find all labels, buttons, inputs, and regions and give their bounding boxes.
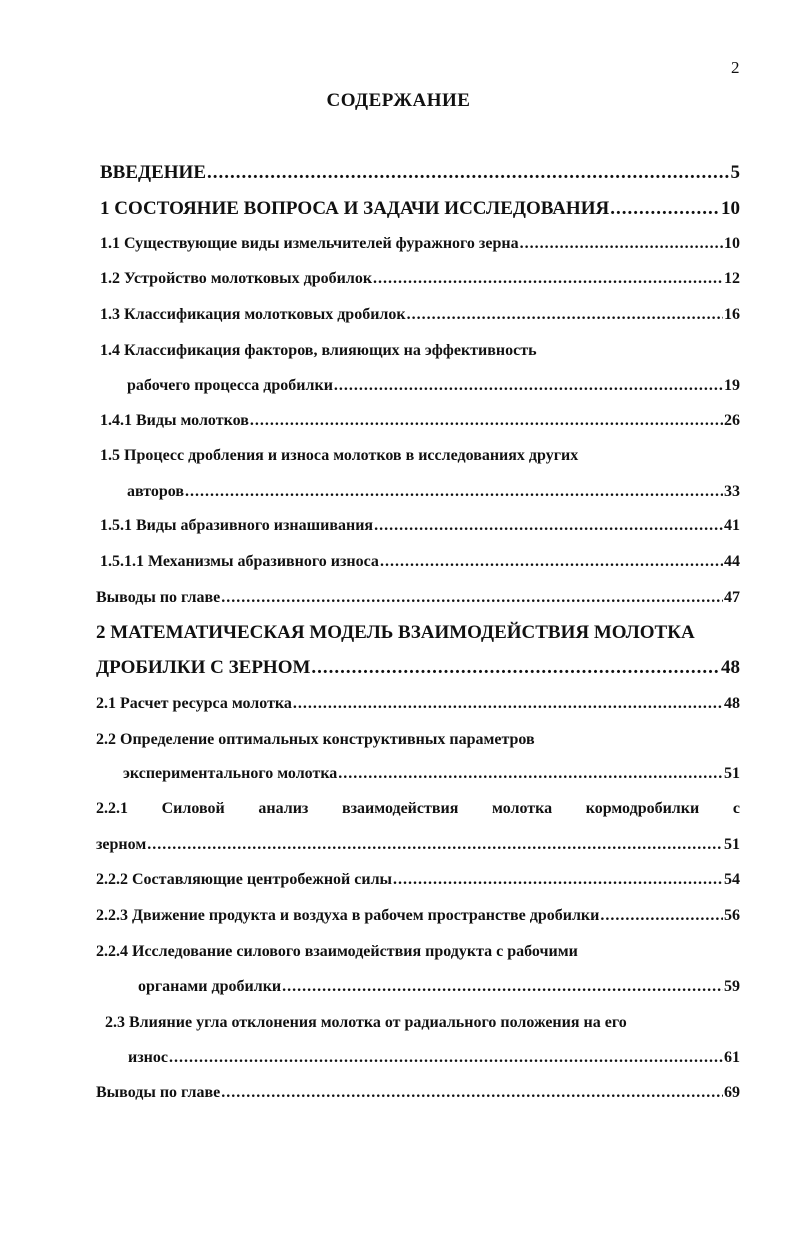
toc-entry-title: Выводы по главе: [96, 1084, 221, 1101]
toc-page-number: 41: [724, 517, 740, 534]
toc-entry-1-3[interactable]: [100, 306, 740, 324]
toc-entry-1-5[interactable]: [127, 483, 740, 501]
word: анализ: [258, 800, 309, 817]
toc-entry-title: ДРОБИЛКИ С ЗЕРНОМ: [96, 657, 311, 678]
toc-entry-title: 2.2.2 Составляющие центробежной силы: [96, 871, 393, 888]
toc-page-number: 61: [724, 1049, 740, 1066]
page-title: СОДЕРЖАНИЕ: [326, 90, 471, 111]
toc-entry-title: экспериментального молотка: [123, 765, 338, 782]
toc-entry-title: 2.2.3 Движение продукта и воздуха в рабочем пространстве дробилки: [96, 907, 600, 924]
toc-entry-1-4[interactable]: [127, 377, 740, 395]
toc-leader: [282, 978, 723, 996]
toc-page-number: 69: [724, 1084, 740, 1101]
toc-entry-title: 1.3 Классификация молотковых дробилок: [100, 306, 406, 323]
toc-entry-title: 1.4.1 Виды молотков: [100, 412, 249, 429]
toc-leader: [374, 517, 723, 535]
toc-entry-title: 2.1 Расчет ресурса молотка: [96, 695, 292, 712]
toc-entry-2-2-1[interactable]: [96, 836, 740, 854]
word: кормодробилки: [585, 800, 700, 817]
toc-entry-title: Выводы по главе: [96, 589, 221, 606]
toc-page-number: 10: [724, 235, 740, 252]
toc-page-number: 47: [724, 589, 740, 606]
toc-entry-title: зерном: [96, 836, 147, 853]
toc-leader: [169, 1049, 723, 1067]
toc-entry-title: авторов: [127, 483, 185, 500]
toc-entry-1-5-line1[interactable]: 1.5 Процесс дробления и износа молотков в исследованиях других: [100, 447, 579, 464]
toc-page-number: 19: [724, 377, 740, 394]
toc-page-number: 5: [730, 162, 740, 183]
word: молотка: [492, 800, 553, 817]
toc-leader: [185, 483, 723, 501]
toc-entry-chapter-2-line1[interactable]: 2 МАТЕМАТИЧЕСКАЯ МОДЕЛЬ ВЗАИМОДЕЙСТВИЯ МОЛОТКА: [96, 622, 695, 643]
toc-entry-2-2-line1[interactable]: 2.2 Определение оптимальных конструктивных параметров: [96, 731, 535, 748]
toc-entry-2-2-4[interactable]: [138, 978, 740, 996]
toc-leader: [221, 589, 723, 607]
toc-leader: [207, 162, 730, 184]
toc-entry-1-2[interactable]: [100, 270, 740, 288]
toc-page-number: 54: [724, 871, 740, 888]
toc-leader: [250, 412, 723, 430]
word: 2.2.1: [96, 800, 128, 817]
toc-page-number: 56: [724, 907, 740, 924]
toc-entry-1-5-1[interactable]: [100, 517, 740, 535]
toc-page-number: 10: [721, 198, 740, 219]
toc-leader: [293, 695, 723, 713]
toc-page-number: 12: [724, 270, 740, 287]
page-number: 2: [731, 58, 740, 77]
toc-entry-1-1[interactable]: [100, 235, 740, 253]
toc-entry-title: 1.5.1 Виды абразивного изнашивания: [100, 517, 374, 534]
toc-leader: [334, 377, 723, 395]
toc-page-number: 26: [724, 412, 740, 429]
toc-page-number: 16: [724, 306, 740, 323]
toc-entry-2-2-2[interactable]: [96, 871, 740, 889]
toc-entry-title: органами дробилки: [138, 978, 282, 995]
toc-entry-chapter-1[interactable]: [100, 198, 740, 220]
toc-page-number: 48: [721, 657, 740, 678]
toc-page-number: 44: [724, 553, 740, 570]
word: взаимодействия: [341, 800, 459, 817]
toc-entry-1-4-line1[interactable]: 1.4 Классификация факторов, влияющих на эффективность: [100, 342, 537, 359]
toc-page-number: 33: [724, 483, 740, 500]
toc-entry-1-4-1[interactable]: [100, 412, 740, 430]
toc-entry-title: 1.1 Существующие виды измельчителей фуражного зерна: [100, 235, 519, 252]
toc-entry-introduction[interactable]: [100, 162, 740, 184]
toc-entry-chapter-1-conclusions[interactable]: [96, 589, 740, 607]
toc-leader: [338, 765, 723, 783]
toc-leader: [610, 198, 720, 220]
toc-entry-title: 1.5.1.1 Механизмы абразивного износа: [100, 553, 379, 570]
toc-entry-title: износ: [128, 1049, 168, 1066]
toc-entry-2-1[interactable]: [96, 695, 740, 713]
toc-leader: [373, 270, 723, 288]
toc-entry-title: 1 СОСТОЯНИЕ ВОПРОСА И ЗАДАЧИ ИССЛЕДОВАНИЯ: [100, 198, 610, 219]
toc-leader: [407, 306, 723, 324]
toc-page-number: 48: [724, 695, 740, 712]
toc-entry-title: ВВЕДЕНИЕ: [100, 162, 206, 183]
toc-entry-1-5-1-1[interactable]: [100, 553, 740, 571]
toc-page-number: 59: [724, 978, 740, 995]
toc-entry-2-3[interactable]: [128, 1049, 740, 1067]
toc-page-number: 51: [724, 836, 740, 853]
toc-entry-2-2-3[interactable]: [96, 907, 740, 925]
toc-entry-title: рабочего процесса дробилки: [127, 377, 333, 394]
toc-entry-chapter-2[interactable]: [96, 657, 740, 679]
toc-leader: [221, 1084, 723, 1102]
toc-leader: [380, 553, 723, 571]
toc-leader: [393, 871, 723, 889]
toc-leader: [147, 836, 723, 854]
toc-entry-2-3-line1[interactable]: 2.3 Влияние угла отклонения молотка от радиального положения на его: [105, 1014, 627, 1031]
toc-page-number: 51: [724, 765, 740, 782]
word: с: [732, 800, 740, 817]
toc-entry-title: 1.2 Устройство молотковых дробилок: [100, 270, 373, 287]
word: Силовой: [161, 800, 225, 817]
toc-leader: [600, 907, 723, 925]
toc-entry-2-2-4-line1[interactable]: 2.2.4 Исследование силового взаимодействия продукта с рабочими: [96, 943, 578, 960]
toc-entry-chapter-2-conclusions[interactable]: [96, 1084, 740, 1102]
toc-entry-2-2-1-line1[interactable]: [96, 800, 740, 818]
toc-entry-2-2[interactable]: [123, 765, 740, 783]
toc-leader: [311, 657, 720, 679]
toc-leader: [520, 235, 723, 253]
